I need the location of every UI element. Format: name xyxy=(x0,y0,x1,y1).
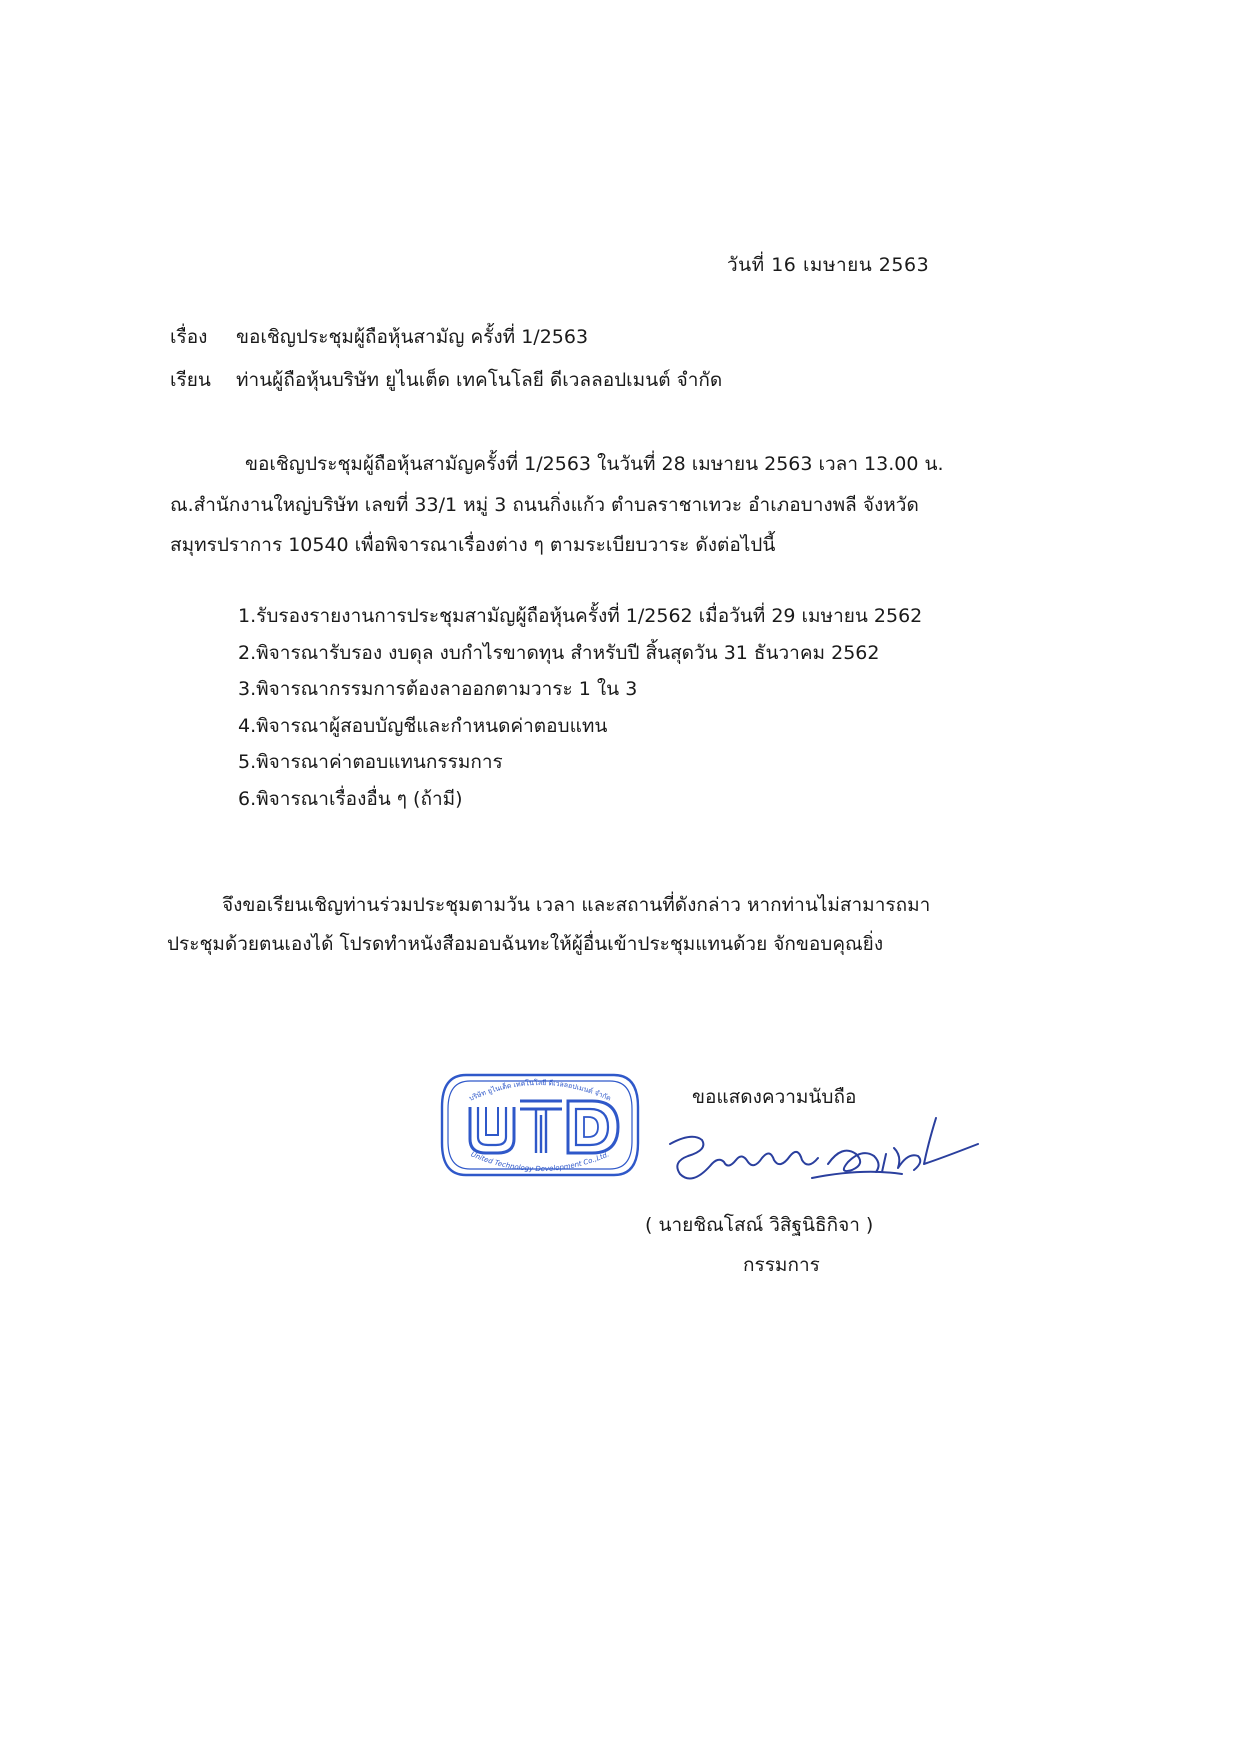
subject-row xyxy=(170,322,588,352)
agenda-item: 2.พิจารณารับรอง งบดุล งบกำไรขาดทุน สำหรับปี สิ้นสุดวัน 31 ธันวาคม 2562 xyxy=(238,641,880,664)
intro-line: ณ.สำนักงานใหญ่บริษัท เลขที่ 33/1 หมู่ 3 ถนนกิ่งแก้ว ตำบลราชาเทวะ อำเภอบางพลี จังหวัด xyxy=(170,494,919,516)
company-stamp xyxy=(436,1067,644,1183)
subject-text: ขอเชิญประชุมผู้ถือหุ้นสามัญ ครั้งที่ 1/2563 xyxy=(236,326,589,348)
request-line: ประชุมด้วยตนเองได้ โปรดทำหนังสือมอบฉันทะให้ผู้อื่นเข้าประชุมแทนด้วย จักขอบคุณยิ่ง xyxy=(167,933,884,955)
request-line: จึงขอเรียนเชิญท่านร่วมประชุมตามวัน เวลา และสถานที่ดังกล่าว หากท่านไม่สามารถมา xyxy=(222,894,931,916)
stamp-top-text: บริษัท ยูไนเต็ด เทคโนโลยี ดีเวลลอปเมนต์ จำกัด xyxy=(467,1078,613,1103)
agenda-list xyxy=(238,601,922,820)
recipient-label: เรียน xyxy=(170,369,211,391)
letter-date: วันที่ 16 เมษายน 2563 xyxy=(727,254,930,276)
handwritten-signature xyxy=(662,1104,982,1192)
recipient-row xyxy=(170,365,722,395)
stamp-bottom-text: United Technology Development Co.,Ltd. xyxy=(469,1150,611,1174)
intro-line: สมุทรปราการ 10540 เพื่อพิจารณาเรื่องต่าง ๆ ตามระเบียบวาระ ดังต่อไปนี้ xyxy=(170,534,776,556)
svg-text:บริษัท ยูไนเต็ด เทคโนโลยี ดีเว xyxy=(468,1078,612,1103)
closing-salutation: ขอแสดงความนับถือ xyxy=(692,1086,857,1108)
agenda-item: 3.พิจารณากรรมการต้องลาออกตามวาระ 1 ใน 3 xyxy=(238,678,638,700)
agenda-item: 5.พิจารณาค่าตอบแทนกรรมการ xyxy=(238,751,503,773)
recipient-text: ท่านผู้ถือหุ้นบริษัท ยูไนเต็ด เทคโนโลยี ดีเวลลอปเมนต์ จำกัด xyxy=(236,369,723,391)
intro-line: ขอเชิญประชุมผู้ถือหุ้นสามัญครั้งที่ 1/2563 ในวันที่ 28 เมษายน 2563 เวลา 13.00 น. xyxy=(245,453,944,475)
subject-label: เรื่อง xyxy=(170,326,208,348)
signer-title: กรรมการ xyxy=(743,1254,820,1276)
signer-name: ( นายชิณโสณ์ วิสิฐนิธิกิจา ) xyxy=(645,1214,874,1236)
agenda-item: 1.รับรองรายงานการประชุมสามัญผู้ถือหุ้นครั้งที่ 1/2562 เมื่อวันที่ 29 เมษายน 2562 xyxy=(238,605,923,627)
agenda-item: 4.พิจารณาผู้สอบบัญชีและกำหนดค่าตอบแทน xyxy=(238,714,608,737)
agenda-item: 6.พิจารณาเรื่องอื่น ๆ (ถ้ามี) xyxy=(238,787,463,810)
